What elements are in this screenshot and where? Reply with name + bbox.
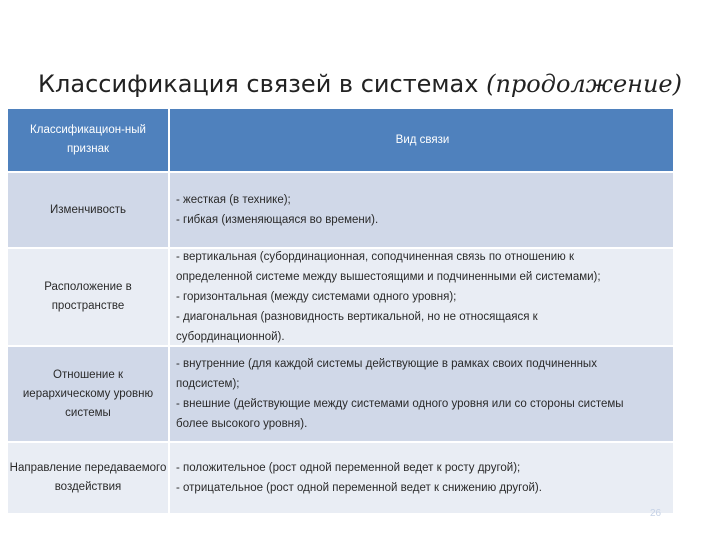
page-number: 26 [650, 508, 662, 519]
row-type-line: - горизонтальная (между системами одного уровня); [176, 291, 457, 303]
title-continuation: (продолжение) [486, 70, 682, 98]
header-type-cell [170, 109, 673, 173]
slide-title [0, 70, 720, 98]
row-type-line: - внешние (действующие между системами одного уровня или со стороны системы [176, 398, 624, 410]
row-criterion-cell [8, 443, 170, 515]
row-criterion-cell [8, 173, 170, 249]
header-type-label: Вид связи [395, 134, 450, 146]
row-type-line: - диагональная (разновидность вертикальной, но не относящаяся к [176, 311, 538, 323]
row-type-line: субординационной). [176, 331, 285, 343]
row-type-line: определенной системе между вышестоящими и подчиненными ей системами); [176, 271, 601, 283]
row-type-line: - положительное (рост одной переменной ведет к росту другой); [176, 462, 521, 474]
header-criterion-label: Классификацион-ный признак [30, 124, 146, 155]
row-criterion-label: Расположение в пространстве [44, 281, 132, 312]
row-type-line: - жесткая (в технике); [176, 194, 291, 206]
row-type-line: подсистем); [176, 378, 240, 390]
row-criterion-cell [8, 249, 170, 347]
classification-table [8, 109, 673, 515]
row-type-line: - гибкая (изменяющаяся во времени). [176, 214, 379, 226]
row-type-line: - вертикальная (субординационная, соподчиненная связь по отношению к [176, 251, 575, 263]
row-type-line: - отрицательное (рост одной переменной ведет к снижению другой). [176, 482, 542, 494]
row-criterion-label: Изменчивость [50, 203, 126, 216]
row-criterion-label: Отношение к иерархическому уровню системы [22, 368, 154, 419]
title-main: Классификация связей в системах [38, 70, 479, 98]
row-types-cell [170, 347, 673, 443]
row-type-line: - внутренние (для каждой системы действующие в рамках своих подчиненных [176, 358, 597, 370]
row-types-cell [170, 249, 673, 347]
row-types-cell [170, 173, 673, 249]
row-criterion-label: Направление передаваемого воздействия [9, 462, 167, 493]
row-criterion-cell [8, 347, 170, 443]
header-criterion-cell [8, 109, 170, 173]
row-types-cell [170, 443, 673, 515]
row-type-line: более высокого уровня). [176, 418, 308, 430]
